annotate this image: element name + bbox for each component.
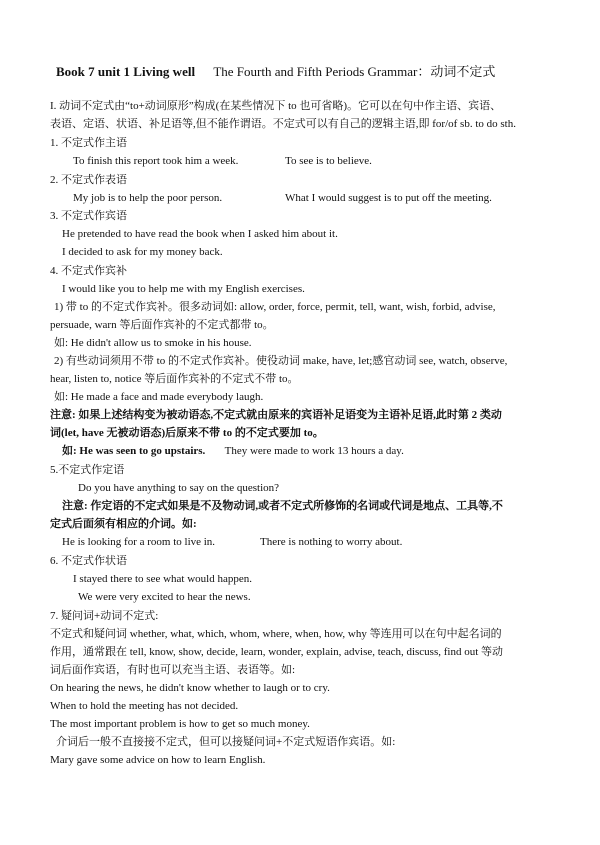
section-7-example-4: Mary gave some advice on how to learn English. xyxy=(50,754,266,766)
intro-line-1: I. 动词不定式由“to+动词原形”构成(在某些情况下 to 也可省略)。它可以在句中作主语、宾语、 xyxy=(50,100,502,112)
section-6-heading: 6. 不定式作状语 xyxy=(50,555,127,567)
section-4-example-4b: They were made to work 13 hours a day. xyxy=(224,445,404,457)
section-4-point-1b: persuade, warn 等后面作宾补的不定式都带 to。 xyxy=(50,319,274,331)
section-7-example-2: When to hold the meeting has not decided. xyxy=(50,700,239,712)
section-7-example-3: The most important problem is how to get so much money. xyxy=(50,718,310,730)
section-4-heading: 4. 不定式作宾补 xyxy=(50,265,127,277)
section-5-note-b: 定式后面须有相应的介词。如: xyxy=(50,518,197,530)
title-main: Book 7 unit 1 Living well xyxy=(56,64,196,79)
section-5-example-2: He is looking for a room to live in. xyxy=(62,536,216,548)
section-5-example-1: Do you have anything to say on the question? xyxy=(78,482,280,494)
section-1-example-2: To see is to believe. xyxy=(285,155,372,167)
section-7-para-1: 不定式和疑问词 whether, what, which, whom, where, when, how, why 等连用可以在句中起名词的 xyxy=(50,628,502,640)
section-7-heading: 7. 疑问词+动词不定式: xyxy=(50,610,159,622)
section-7-example-1: On hearing the news, he didn't know whether to laugh or to cry. xyxy=(50,682,330,694)
section-1-example-1: To finish this report took him a week. xyxy=(73,155,239,167)
document-title xyxy=(56,64,495,79)
section-2-example-1: My job is to help the poor person. xyxy=(73,192,223,204)
section-4-point-2a: 2) 有些动词须用不带 to 的不定式作宾补。使役动词 make, have, let;感官动词 see, watch, observe, xyxy=(54,355,508,367)
section-7-para-4: 介词后一般不直接接不定式，但可以接疑问词+不定式短语作宾语。如: xyxy=(56,736,396,748)
section-4-example-3: 如: He made a face and made everybody laugh. xyxy=(54,391,264,403)
section-2-example-2: What I would suggest is to put off the meeting. xyxy=(285,192,492,204)
section-4-note-b: 词(let, have 无被动语态)后原来不带 to 的不定式要加 to。 xyxy=(50,427,324,439)
section-6-example-1: I stayed there to see what would happen. xyxy=(73,573,252,585)
section-2-heading: 2. 不定式作表语 xyxy=(50,174,127,186)
title-sub: The Fourth and Fifth Periods Grammar：动词不定式 xyxy=(213,64,496,79)
section-5-note-a: 注意: 作定语的不定式如果是不及物动词,或者不定式所修饰的名词或代词是地点、工具等,不 xyxy=(62,500,503,512)
section-3-heading: 3. 不定式作宾语 xyxy=(50,210,127,222)
section-4-example-4 xyxy=(62,444,404,459)
section-1-heading: 1. 不定式作主语 xyxy=(50,137,127,149)
intro-line-2: 表语、定语、状语、补足语等,但不能作谓语。不定式可以有自己的逻辑主语,即 for/of sb. to do sth. xyxy=(50,118,516,130)
section-4-example-4a: 如: He was seen to go upstairs. xyxy=(62,445,206,457)
section-7-para-2: 作用，通常跟在 tell, know, show, decide, learn, wonder, explain, advise, teach, discuss, find out 等动 xyxy=(50,646,504,658)
section-7-para-3: 词后面作宾语，有时也可以充当主语、表语等。如: xyxy=(50,664,296,676)
section-4-example-2: 如: He didn't allow us to smoke in his house. xyxy=(54,337,252,349)
section-4-point-1a: 1) 带 to 的不定式作宾补。很多动词如: allow, order, force, permit, tell, want, wish, forbid, advise, xyxy=(54,301,496,313)
section-4-example-1: I would like you to help me with my English exercises. xyxy=(62,283,305,295)
section-3-example-1: He pretended to have read the book when I asked him about it. xyxy=(62,228,338,240)
section-4-point-2b: hear, listen to, notice 等后面作宾补的不定式不带 to。 xyxy=(50,373,299,385)
section-5-heading: 5.不定式作定语 xyxy=(50,464,125,476)
section-3-example-2: I decided to ask for my money back. xyxy=(62,246,223,258)
section-5-example-3: There is nothing to worry about. xyxy=(260,536,403,548)
section-4-note-a: 注意: 如果上述结构变为被动语态,不定式就由原来的宾语补足语变为主语补足语,此时第 2 类动 xyxy=(50,409,502,421)
section-6-example-2: We were very excited to hear the news. xyxy=(78,591,251,603)
